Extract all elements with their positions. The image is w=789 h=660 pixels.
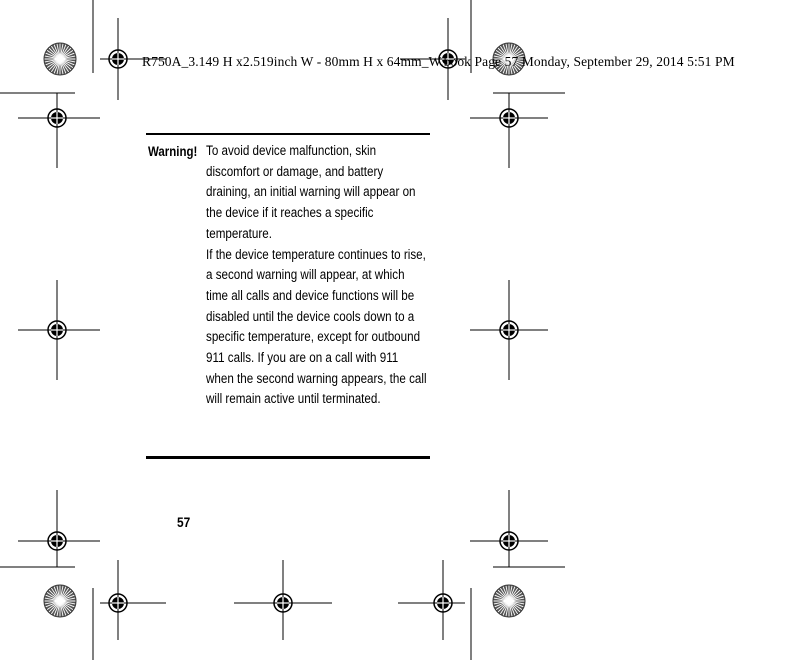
slug-line: R750A_3.149 H x2.519inch W - 80mm H x 64mm_W.book Page 57 Monday, September 29, 2014 5:51 PM	[142, 54, 735, 69]
warning-paragraph-2: If the device temperature continues to rise, a second warning will appear, at which time all calls and device functions will be disabled until the device cools down to a specific temperature, except for outbound 911 calls. If you are on a call with 911 when the second warning appears, the call will remain active until terminated.	[206, 246, 427, 408]
warning-bottom-rule	[146, 456, 430, 459]
warning-paragraph-1: To avoid device malfunction, skin discomfort or damage, and battery draining, an initial warning will appear on the device if it reaches a specific temperature.	[206, 143, 416, 242]
warning-body	[206, 141, 427, 410]
warning-top-rule	[146, 133, 430, 135]
page-number: 57	[177, 514, 191, 530]
warning-label: Warning!	[148, 143, 198, 159]
